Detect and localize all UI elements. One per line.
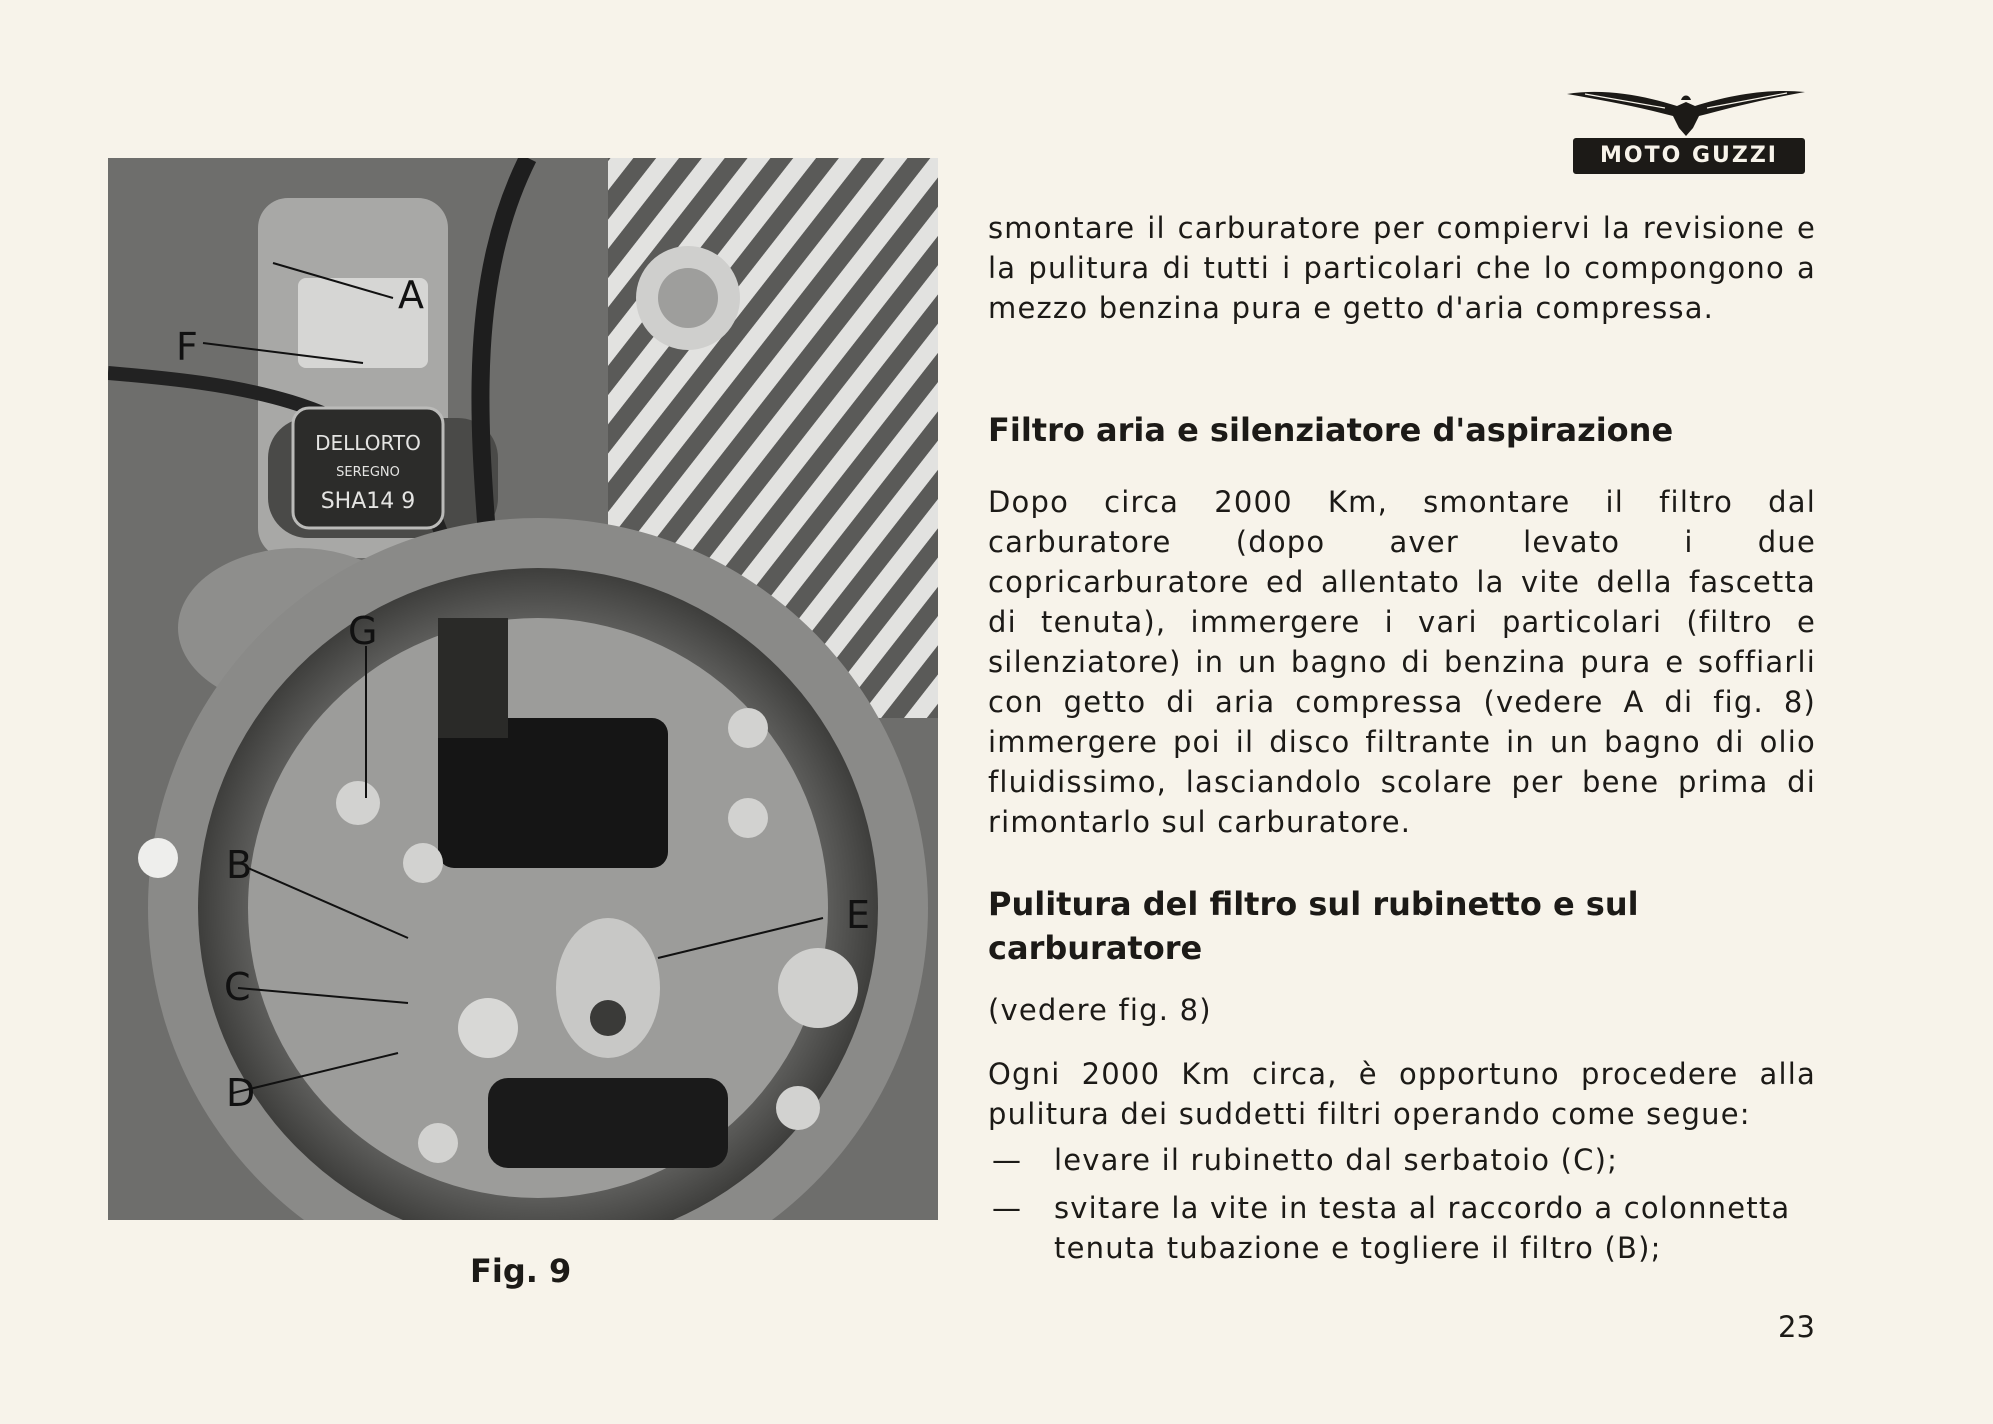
list-item bbox=[988, 1140, 1816, 1180]
label-e: E bbox=[846, 893, 871, 937]
page-number: 23 bbox=[1778, 1310, 1815, 1344]
section-heading-tap-filter: Pulitura del filtro sul rubinetto e sul carburatore bbox=[988, 885, 1639, 967]
moto-guzzi-logo bbox=[1565, 82, 1807, 174]
label-b: B bbox=[226, 843, 253, 887]
intro-paragraph: smontare il carburatore per compiervi la revisione e la pulitura di tutti i particolari che lo compongono a mezzo benzina pura e getto d'aria compressa. bbox=[988, 211, 1816, 325]
marking-seregno: SEREGNO bbox=[336, 465, 400, 480]
label-d: D bbox=[226, 1071, 256, 1115]
list-item bbox=[988, 1188, 1816, 1268]
list-item-text: svitare la vite in testa al raccordo a colonnetta tenuta tubazione e togliere il filtro (B); bbox=[1054, 1191, 1791, 1265]
marking-dellorto: DELLORTO bbox=[315, 431, 421, 455]
label-c: C bbox=[224, 965, 251, 1009]
magneto-photo bbox=[108, 158, 938, 1220]
figure-photo bbox=[108, 158, 938, 1220]
marking-model: SHA14 9 bbox=[320, 489, 416, 514]
air-filter-paragraph: Dopo circa 2000 Km, smontare il filtro dal carburatore (dopo aver levato i due copricarburatore ed allentato la vite della fascetta di tenuta), immergere i vari particolari (filtro e silenziatore) in un bagno di benzina pura e soffiarli con getto di aria compressa (vedere A di fig. 8) immergere poi il disco filtrante in un bagno di olio fluidissimo, lasciandolo scolare per bene prima di rimontarlo sul carburatore. bbox=[988, 485, 1816, 839]
label-a: A bbox=[398, 273, 424, 317]
figure-caption: Fig. 9 bbox=[470, 1252, 572, 1290]
figure-reference-note: (vedere fig. 8) bbox=[988, 993, 1212, 1027]
list-item-text: levare il rubinetto dal serbatoio (C); bbox=[1054, 1143, 1619, 1177]
section-heading-air-filter: Filtro aria e silenziatore d'aspirazione bbox=[988, 411, 1674, 449]
list-dash: — bbox=[992, 1191, 1023, 1225]
logo-wordmark: MOTO GUZZI bbox=[1573, 138, 1805, 174]
label-g: G bbox=[348, 609, 378, 653]
list-dash: — bbox=[992, 1143, 1023, 1177]
eagle-icon bbox=[1565, 82, 1807, 138]
label-f: F bbox=[176, 325, 198, 369]
steps-list bbox=[988, 1140, 1816, 1276]
tap-filter-paragraph: Ogni 2000 Km circa, è opportuno procedere alla pulitura dei suddetti filtri operando come segue: bbox=[988, 1057, 1816, 1131]
